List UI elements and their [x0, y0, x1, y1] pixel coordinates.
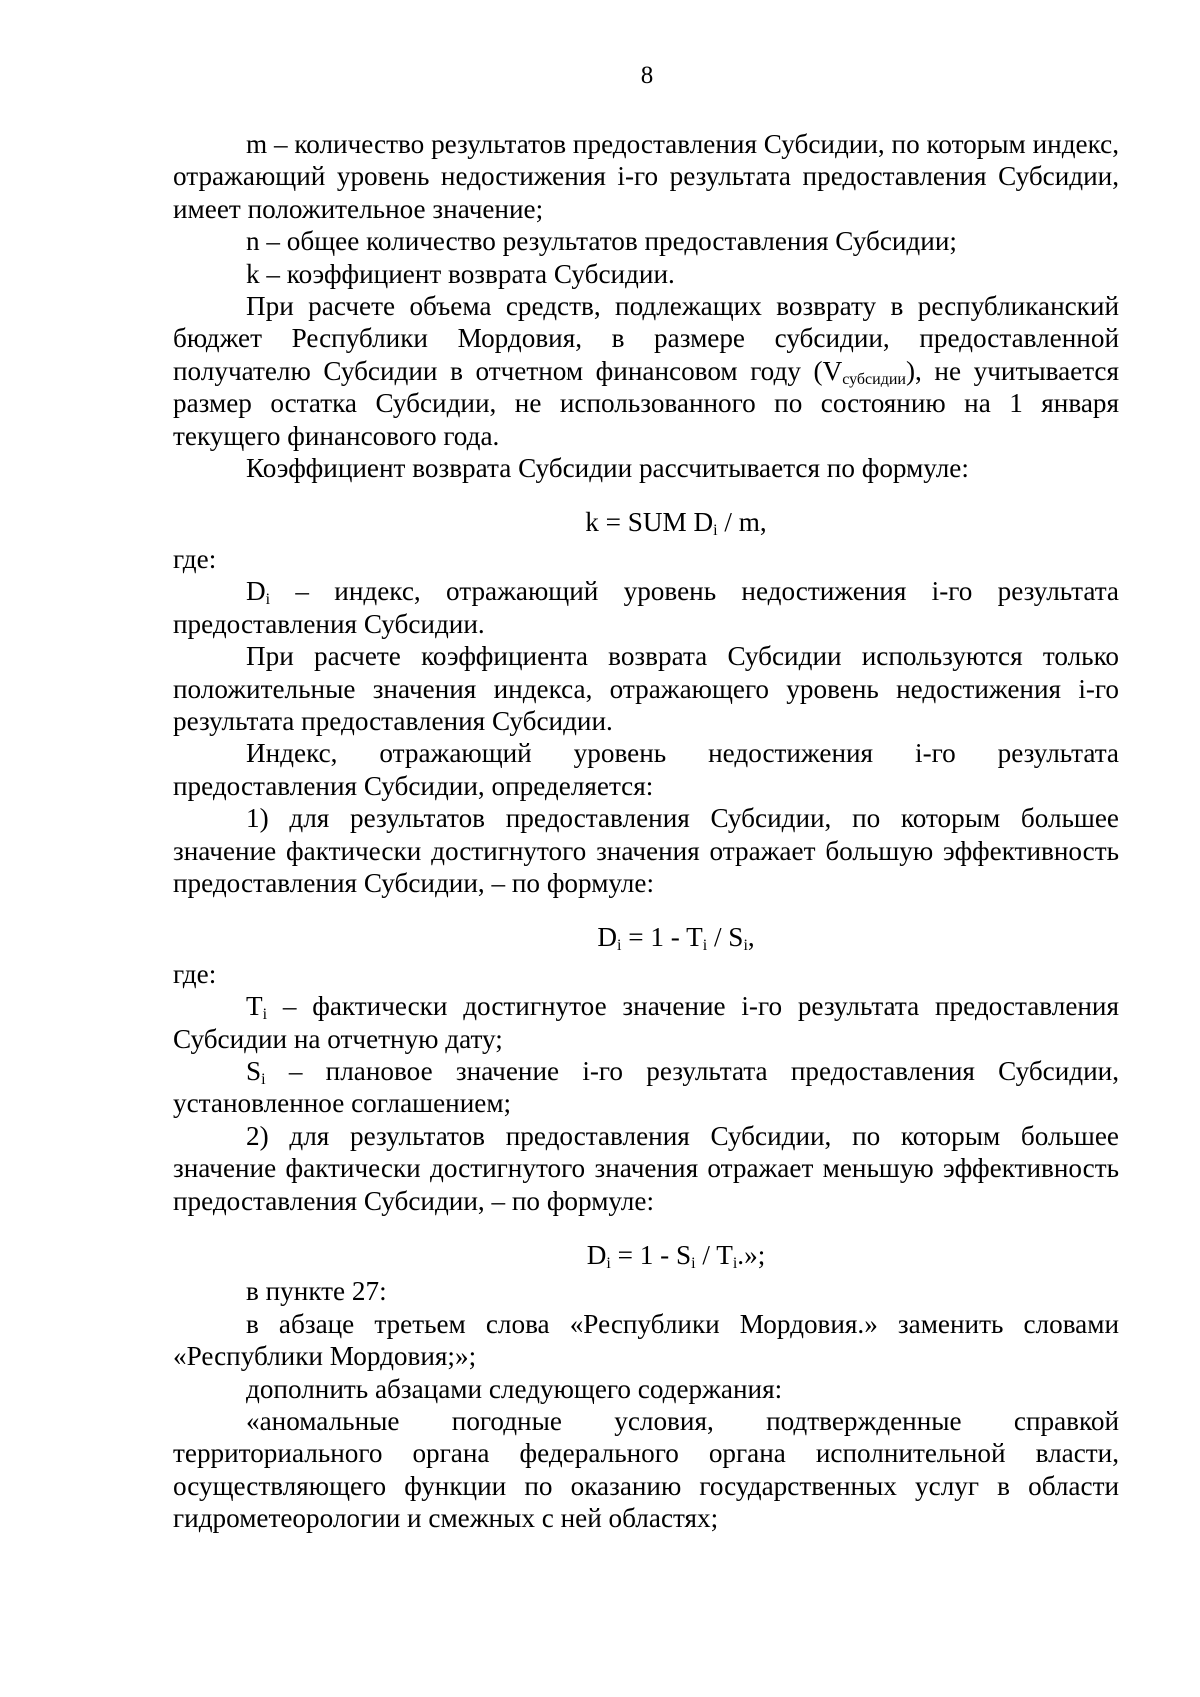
paragraph: Индекс, отражающий уровень недостижения i-го результата предоставления Субсидии, определяется: [173, 738, 1119, 801]
formula: k = SUM $D_i$ / m, [585, 507, 767, 540]
subscript: i [702, 937, 708, 955]
paragraph: $S_i$ – плановое значение i-го результата предоставления Субсидии, установленное соглашением; [173, 1055, 1119, 1119]
subscript: i [606, 1255, 611, 1272]
subscript: i [743, 937, 748, 955]
paragraph: дополнить абзацами следующего содержания: [246, 1373, 783, 1404]
document-body [173, 128, 1119, 1535]
subscript: i [732, 1255, 738, 1272]
paragraph: в абзаце третьем слова «Республики Мордовия.» заменить словами «Республики Мордовия;»; [173, 1308, 1119, 1372]
paragraph: n – общее количество результатов предоставления Субсидии; [246, 226, 957, 257]
formula: $D_i = 1 - T_i / S_i$, [597, 922, 755, 955]
paragraph: «аномальные погодные условия, подтвержденные справкой территориального органа федерального органа исполнительной власти, осуществляющего функции по оказанию государственных услуг в области гидрометеорологии и смежных с ней областях; [173, 1406, 1119, 1534]
paragraph: При расчете коэффициента возврата Субсидии используются только положительные значения индекса, отражающего уровень недостижения i-го результата предоставления Субсидии. [173, 641, 1119, 736]
paragraph: При расчете объема средств, подлежащих возврату в республиканский бюджет Республики Мордовия, в размере субсидии, предоставленной получателю Субсидии в отчетном финансовом году $(V_{субсидии})$, не учитывается размер остатка Субсидии, не использованного по состоянию на 1 января текущего финансового года. [173, 291, 1119, 451]
where-label: где: [173, 958, 217, 989]
page-number: 8 [640, 62, 654, 89]
subscript: i [616, 937, 622, 955]
paragraph: 1) для результатов предоставления Субсидии, по которым большее значение фактически достигнутого значения отражает большую эффективность предоставления Субсидии, – по формуле: [173, 803, 1119, 898]
subscript: i [691, 1255, 696, 1272]
paragraph: в пункте 27: [246, 1276, 387, 1307]
paragraph: 2) для результатов предоставления Субсидии, по которым большее значение фактически достигнутого значения отражает меньшую эффективность предоставления Субсидии, – по формуле: [173, 1120, 1119, 1216]
paragraph: m – количество результатов предоставления Субсидии, по которым индекс, отражающий уровень недостижения i-го результата предоставления Субсидии, имеет положительное значение; [173, 129, 1119, 224]
subscript: i [265, 591, 271, 609]
where-label: где: [173, 543, 217, 574]
subscript: i [262, 1006, 268, 1024]
paragraph: k – коэффициент возврата Субсидии. [246, 258, 675, 289]
paragraph: $D_i$ – индекс, отражающий уровень недостижения i-го результата предоставления Субсидии. [173, 576, 1119, 639]
paragraph: $T_i$ – фактически достигнутое значение i-го результата предоставления Субсидии на отчетную дату; [173, 991, 1119, 1054]
paragraph: Коэффициент возврата Субсидии рассчитывается по формуле: [246, 453, 969, 484]
subscript: i [261, 1070, 266, 1088]
formula: $D_i = 1 - S_i / T_i$.»; [586, 1240, 766, 1272]
subscript: i [713, 522, 718, 540]
subscript: субсидии [842, 370, 906, 388]
